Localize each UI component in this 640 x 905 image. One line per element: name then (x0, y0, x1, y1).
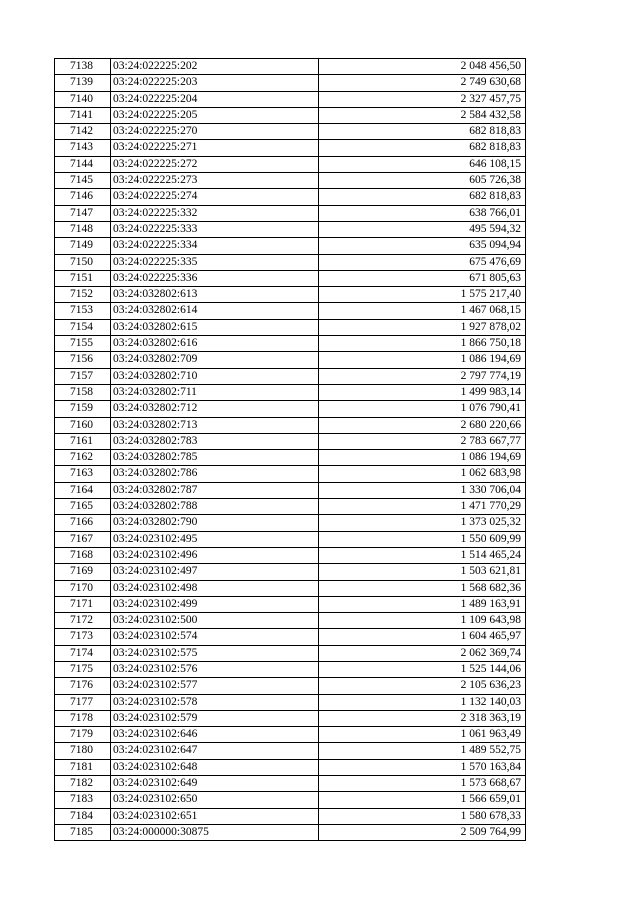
cadastral-value-cell: 1 927 878,02 (319, 319, 526, 335)
row-number-cell: 7168 (55, 547, 111, 563)
row-number-cell: 7184 (55, 808, 111, 824)
cadastral-number-cell: 03:24:032802:616 (111, 336, 319, 352)
cadastral-value-cell: 1 503 621,81 (319, 564, 526, 580)
table-row (55, 189, 526, 205)
cadastral-number-cell: 03:24:032802:786 (111, 466, 319, 482)
cadastral-value-cell: 2 783 667,77 (319, 433, 526, 449)
cadastral-number-cell: 03:24:023102:574 (111, 629, 319, 645)
table-row (55, 661, 526, 677)
table-row (55, 156, 526, 172)
row-number-cell: 7152 (55, 287, 111, 303)
table-row (55, 629, 526, 645)
cadastral-number-cell: 03:24:023102:646 (111, 727, 319, 743)
table-row (55, 221, 526, 237)
row-number-cell: 7169 (55, 564, 111, 580)
cadastral-value-cell: 638 766,01 (319, 205, 526, 221)
table-row (55, 792, 526, 808)
table-row (55, 384, 526, 400)
table-row (55, 336, 526, 352)
cadastral-number-cell: 03:24:023102:498 (111, 580, 319, 596)
table-row (55, 547, 526, 563)
cadastral-value-cell: 1 566 659,01 (319, 792, 526, 808)
table-row (55, 499, 526, 515)
cadastral-number-cell: 03:24:023102:579 (111, 710, 319, 726)
cadastral-value-cell: 675 476,69 (319, 254, 526, 270)
cadastral-number-cell: 03:24:032802:783 (111, 433, 319, 449)
cadastral-number-cell: 03:24:022225:333 (111, 221, 319, 237)
cadastral-value-cell: 1 467 068,15 (319, 303, 526, 319)
row-number-cell: 7154 (55, 319, 111, 335)
cadastral-value-cell: 646 108,15 (319, 156, 526, 172)
row-number-cell: 7142 (55, 124, 111, 140)
cadastral-number-cell: 03:24:023102:496 (111, 547, 319, 563)
cadastral-value-cell: 635 094,94 (319, 238, 526, 254)
table-row (55, 808, 526, 824)
table-body (55, 59, 526, 841)
cadastral-number-cell: 03:24:032802:614 (111, 303, 319, 319)
cadastral-number-cell: 03:24:023102:647 (111, 743, 319, 759)
cadastral-value-cell: 2 584 432,58 (319, 107, 526, 123)
row-number-cell: 7172 (55, 613, 111, 629)
cadastral-number-cell: 03:24:023102:495 (111, 531, 319, 547)
cadastral-number-cell: 03:24:023102:500 (111, 613, 319, 629)
table-row (55, 564, 526, 580)
row-number-cell: 7185 (55, 824, 111, 840)
cadastral-value-cell: 1 132 140,03 (319, 694, 526, 710)
table-row (55, 515, 526, 531)
table-row (55, 368, 526, 384)
row-number-cell: 7162 (55, 450, 111, 466)
row-number-cell: 7158 (55, 384, 111, 400)
cadastral-number-cell: 03:24:023102:497 (111, 564, 319, 580)
cadastral-number-cell: 03:24:022225:271 (111, 140, 319, 156)
cadastral-value-cell: 2 327 457,75 (319, 91, 526, 107)
cadastral-number-cell: 03:24:023102:577 (111, 678, 319, 694)
row-number-cell: 7167 (55, 531, 111, 547)
cadastral-value-cell: 1 373 025,32 (319, 515, 526, 531)
table-row (55, 580, 526, 596)
table-row (55, 466, 526, 482)
cadastral-value-cell: 1 568 682,36 (319, 580, 526, 596)
row-number-cell: 7138 (55, 59, 111, 75)
row-number-cell: 7175 (55, 661, 111, 677)
row-number-cell: 7153 (55, 303, 111, 319)
row-number-cell: 7148 (55, 221, 111, 237)
table-row (55, 254, 526, 270)
cadastral-value-cell: 1 489 163,91 (319, 596, 526, 612)
table-row (55, 91, 526, 107)
cadastral-number-cell: 03:24:022225:332 (111, 205, 319, 221)
cadastral-value-cell: 1 489 552,75 (319, 743, 526, 759)
cadastral-value-cell: 1 109 643,98 (319, 613, 526, 629)
cadastral-number-cell: 03:24:023102:575 (111, 645, 319, 661)
cadastral-number-cell: 03:24:023102:651 (111, 808, 319, 824)
row-number-cell: 7143 (55, 140, 111, 156)
cadastral-number-cell: 03:24:023102:578 (111, 694, 319, 710)
row-number-cell: 7140 (55, 91, 111, 107)
row-number-cell: 7181 (55, 759, 111, 775)
row-number-cell: 7182 (55, 776, 111, 792)
cadastral-value-table (54, 58, 526, 841)
table-row (55, 59, 526, 75)
row-number-cell: 7150 (55, 254, 111, 270)
cadastral-value-cell: 1 514 465,24 (319, 547, 526, 563)
table-row (55, 270, 526, 286)
cadastral-value-cell: 1 086 194,69 (319, 352, 526, 368)
table-row (55, 107, 526, 123)
row-number-cell: 7163 (55, 466, 111, 482)
cadastral-value-cell: 1 061 963,49 (319, 727, 526, 743)
cadastral-value-cell: 2 048 456,50 (319, 59, 526, 75)
cadastral-value-cell: 2 749 630,68 (319, 75, 526, 91)
cadastral-number-cell: 03:24:032802:712 (111, 401, 319, 417)
cadastral-value-cell: 495 594,32 (319, 221, 526, 237)
cadastral-value-cell: 671 805,63 (319, 270, 526, 286)
row-number-cell: 7147 (55, 205, 111, 221)
table-row (55, 645, 526, 661)
cadastral-value-cell: 1 525 144,06 (319, 661, 526, 677)
row-number-cell: 7160 (55, 417, 111, 433)
row-number-cell: 7161 (55, 433, 111, 449)
cadastral-number-cell: 03:24:023102:650 (111, 792, 319, 808)
cadastral-value-cell: 1 062 683,98 (319, 466, 526, 482)
table-row (55, 613, 526, 629)
table-row (55, 401, 526, 417)
table-row (55, 710, 526, 726)
table-row (55, 694, 526, 710)
cadastral-number-cell: 03:24:022225:273 (111, 173, 319, 189)
cadastral-number-cell: 03:24:032802:713 (111, 417, 319, 433)
cadastral-value-cell: 682 818,83 (319, 124, 526, 140)
row-number-cell: 7165 (55, 499, 111, 515)
cadastral-value-cell: 2 509 764,99 (319, 824, 526, 840)
row-number-cell: 7151 (55, 270, 111, 286)
table-row (55, 824, 526, 840)
row-number-cell: 7166 (55, 515, 111, 531)
row-number-cell: 7178 (55, 710, 111, 726)
table-row (55, 759, 526, 775)
cadastral-value-cell: 2 797 774,19 (319, 368, 526, 384)
row-number-cell: 7145 (55, 173, 111, 189)
cadastral-number-cell: 03:24:032802:710 (111, 368, 319, 384)
table-row (55, 450, 526, 466)
cadastral-number-cell: 03:24:022225:204 (111, 91, 319, 107)
cadastral-number-cell: 03:24:022225:270 (111, 124, 319, 140)
cadastral-number-cell: 03:24:022225:336 (111, 270, 319, 286)
cadastral-number-cell: 03:24:032802:615 (111, 319, 319, 335)
cadastral-value-cell: 2 062 369,74 (319, 645, 526, 661)
row-number-cell: 7183 (55, 792, 111, 808)
table-row (55, 238, 526, 254)
row-number-cell: 7174 (55, 645, 111, 661)
cadastral-value-cell: 2 680 220,66 (319, 417, 526, 433)
cadastral-number-cell: 03:24:022225:205 (111, 107, 319, 123)
table-row (55, 531, 526, 547)
table-row (55, 596, 526, 612)
cadastral-number-cell: 03:24:032802:790 (111, 515, 319, 531)
cadastral-number-cell: 03:24:022225:335 (111, 254, 319, 270)
cadastral-value-cell: 1 575 217,40 (319, 287, 526, 303)
row-number-cell: 7144 (55, 156, 111, 172)
row-number-cell: 7177 (55, 694, 111, 710)
cadastral-number-cell: 03:24:022225:203 (111, 75, 319, 91)
table-row (55, 433, 526, 449)
cadastral-number-cell: 03:24:023102:499 (111, 596, 319, 612)
cadastral-value-cell: 605 726,38 (319, 173, 526, 189)
table-row (55, 482, 526, 498)
table-row (55, 287, 526, 303)
cadastral-number-cell: 03:24:032802:613 (111, 287, 319, 303)
table-row (55, 417, 526, 433)
cadastral-value-cell: 1 570 163,84 (319, 759, 526, 775)
row-number-cell: 7179 (55, 727, 111, 743)
cadastral-number-cell: 03:24:022225:272 (111, 156, 319, 172)
cadastral-number-cell: 03:24:023102:648 (111, 759, 319, 775)
cadastral-number-cell: 03:24:032802:787 (111, 482, 319, 498)
row-number-cell: 7156 (55, 352, 111, 368)
table-row (55, 124, 526, 140)
cadastral-value-cell: 1 550 609,99 (319, 531, 526, 547)
row-number-cell: 7155 (55, 336, 111, 352)
cadastral-value-cell: 682 818,83 (319, 140, 526, 156)
cadastral-value-cell: 1 573 668,67 (319, 776, 526, 792)
table-row (55, 205, 526, 221)
cadastral-number-cell: 03:24:022225:202 (111, 59, 319, 75)
cadastral-number-cell: 03:24:022225:274 (111, 189, 319, 205)
row-number-cell: 7180 (55, 743, 111, 759)
cadastral-value-cell: 1 866 750,18 (319, 336, 526, 352)
cadastral-value-cell: 1 580 678,33 (319, 808, 526, 824)
cadastral-number-cell: 03:24:032802:709 (111, 352, 319, 368)
cadastral-value-cell: 1 076 790,41 (319, 401, 526, 417)
table-row (55, 75, 526, 91)
cadastral-value-cell: 1 604 465,97 (319, 629, 526, 645)
row-number-cell: 7159 (55, 401, 111, 417)
table-row (55, 743, 526, 759)
row-number-cell: 7173 (55, 629, 111, 645)
row-number-cell: 7146 (55, 189, 111, 205)
row-number-cell: 7141 (55, 107, 111, 123)
cadastral-number-cell: 03:24:032802:711 (111, 384, 319, 400)
table-row (55, 319, 526, 335)
cadastral-value-cell: 1 086 194,69 (319, 450, 526, 466)
table-row (55, 303, 526, 319)
row-number-cell: 7139 (55, 75, 111, 91)
cadastral-number-cell: 03:24:032802:788 (111, 499, 319, 515)
table-row (55, 352, 526, 368)
cadastral-value-cell: 1 471 770,29 (319, 499, 526, 515)
row-number-cell: 7149 (55, 238, 111, 254)
row-number-cell: 7164 (55, 482, 111, 498)
row-number-cell: 7170 (55, 580, 111, 596)
table-row (55, 727, 526, 743)
cadastral-number-cell: 03:24:032802:785 (111, 450, 319, 466)
cadastral-number-cell: 03:24:022225:334 (111, 238, 319, 254)
cadastral-number-cell: 03:24:023102:576 (111, 661, 319, 677)
cadastral-number-cell: 03:24:023102:649 (111, 776, 319, 792)
cadastral-value-cell: 1 499 983,14 (319, 384, 526, 400)
table-row (55, 678, 526, 694)
table-row (55, 173, 526, 189)
table-row (55, 776, 526, 792)
cadastral-value-cell: 2 318 363,19 (319, 710, 526, 726)
cadastral-value-cell: 2 105 636,23 (319, 678, 526, 694)
row-number-cell: 7176 (55, 678, 111, 694)
cadastral-number-cell: 03:24:000000:30875 (111, 824, 319, 840)
cadastral-value-cell: 1 330 706,04 (319, 482, 526, 498)
row-number-cell: 7171 (55, 596, 111, 612)
table-row (55, 140, 526, 156)
row-number-cell: 7157 (55, 368, 111, 384)
cadastral-value-cell: 682 818,83 (319, 189, 526, 205)
